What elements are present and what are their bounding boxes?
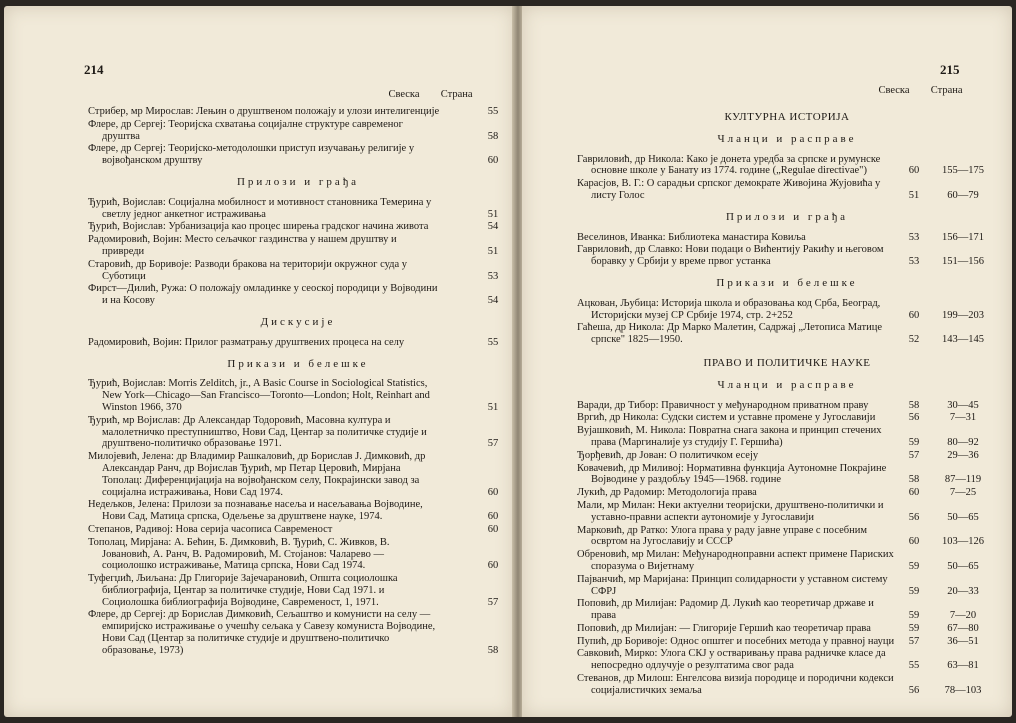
page-number: 214 bbox=[84, 62, 104, 77]
index-entry bbox=[577, 525, 997, 549]
entry-pages: 20—33 bbox=[947, 585, 979, 597]
entry-pages: 156—171 bbox=[942, 231, 984, 243]
entry-volume: 60 bbox=[908, 487, 920, 499]
entry-volume: 51 bbox=[908, 189, 920, 201]
entry-text: Тополац, Мирјана: А. Бећин, Б. Димковић, В. Ђурић, С. Живков, В. Јовановић, А. Ранч, В. Радомировић, М. Стојанов: Чаларево — социолошко истраживање, Матица српска, Нови Сад 1974. bbox=[88, 536, 390, 572]
entry-text: Милојевић, Јелена: др Владимир Рашкаловић, др Борислав Ј. Димковић, др Александар Ранч, др Војислав Ђурић, мр Петар Церовић, Мирјана Тополац: Диференцијација на војвођанском селу, Покрајински завод за социјална истраживања, Нови Сад 1974. bbox=[88, 451, 426, 498]
entry-text: Веселинов, Иванка: Библиотека манастира Ковиља bbox=[577, 231, 806, 243]
index-entry bbox=[88, 415, 508, 450]
entry-volume: 51 bbox=[487, 208, 499, 220]
entry-pages: 50—65 bbox=[947, 511, 979, 523]
entry-volume: 54 bbox=[487, 221, 499, 233]
entry-volume: 60 bbox=[908, 536, 920, 548]
index-entry bbox=[88, 537, 508, 572]
entry-volume: 58 bbox=[487, 644, 499, 656]
entry-volume: 57 bbox=[487, 438, 499, 450]
col-page-header: Страна bbox=[440, 89, 473, 100]
entry-pages: 7—31 bbox=[949, 412, 977, 424]
entry-pages: 29—36 bbox=[947, 449, 979, 461]
entry-text: Марковић, др Ратко: Улога права у раду јавне управе с посебним освртом на Југославију и СССР bbox=[577, 524, 867, 548]
section-heading: Дискусије bbox=[260, 315, 336, 328]
entry-volume: 51 bbox=[487, 245, 499, 257]
entry-pages: 50—65 bbox=[947, 560, 979, 572]
entry-volume: 57 bbox=[908, 449, 920, 461]
section-heading: Чланци и расправе bbox=[717, 132, 857, 145]
entry-text: Поповић, др Милијан: — Глигорије Гершић као теоретичар права bbox=[577, 622, 871, 634]
entry-volume: 59 bbox=[908, 436, 920, 448]
entry-pages: 78—103 bbox=[944, 684, 982, 696]
entry-volume: 58 bbox=[908, 474, 920, 486]
entry-pages: 151—156 bbox=[942, 256, 984, 268]
entry-pages: 7—20 bbox=[949, 610, 977, 622]
index-entry bbox=[88, 524, 508, 536]
index-entry bbox=[577, 244, 997, 268]
index-entry bbox=[577, 623, 997, 635]
entry-volume: 56 bbox=[908, 511, 920, 523]
index-entry bbox=[577, 636, 997, 648]
entry-text: Ацкован, Љубица: Историја школа и образовања код Срба, Београд, Историјски музеј СР Србије 1974, стр. 2+252 bbox=[577, 297, 881, 321]
entry-volume: 59 bbox=[908, 585, 920, 597]
entry-text: Вргић, др Никола: Судски систем и уставне промене у Југославији bbox=[577, 412, 876, 424]
major-section-title: КУЛТУРНА ИСТОРИЈА bbox=[724, 111, 850, 123]
entry-volume: 52 bbox=[908, 334, 920, 346]
entry-volume: 55 bbox=[908, 660, 920, 672]
entry-text: Гавриловић, др Славко: Нови подаци о Вићентију Ракићу и његовом боравку у Србији у време првог устанка bbox=[577, 244, 884, 268]
index-entry bbox=[577, 412, 997, 424]
index-entry bbox=[88, 221, 508, 233]
index-entry bbox=[88, 378, 508, 413]
entry-pages: 199—203 bbox=[942, 309, 984, 321]
entry-volume: 53 bbox=[908, 256, 920, 268]
section-heading: Прилози и грађа bbox=[236, 175, 360, 188]
entry-pages: 7—25 bbox=[949, 487, 977, 499]
index-entry bbox=[577, 298, 997, 322]
index-entry bbox=[577, 598, 997, 622]
entry-volume: 60 bbox=[487, 486, 499, 498]
entry-text: Пајванчић, мр Маријана: Принцип солидарности у уставном систему СФРЈ bbox=[577, 573, 888, 597]
entry-pages: 87—119 bbox=[944, 474, 982, 486]
entry-text: Стеванов, др Милош: Енгелсова визија породице и породични кодекси социјалистичких земаља bbox=[577, 673, 894, 696]
entry-pages: 60—79 bbox=[947, 189, 979, 201]
entry-volume: 59 bbox=[908, 560, 920, 572]
entry-text: Пупић, др Боривоје: Однос општег и посебних метода у правној науци bbox=[577, 635, 895, 647]
entry-text: Флере, др Сергеј: др Борислав Димковић, Сељаштво и комунисти на селу — емпиријско истраживање о учешћу сељака у Савезу комуниста Војводине, Нови Сад (Центар за политичке студије и друштвено-политичко образовање, 1973) bbox=[88, 609, 436, 656]
index-list bbox=[88, 106, 508, 658]
index-entry bbox=[88, 499, 508, 523]
index-entry bbox=[577, 549, 997, 573]
entry-pages: 103—126 bbox=[942, 536, 984, 548]
index-entry bbox=[88, 234, 508, 258]
entry-volume: 59 bbox=[908, 610, 920, 622]
section-heading: Чланци и расправе bbox=[717, 378, 857, 391]
section-heading: Прикази и белешке bbox=[716, 276, 858, 289]
entry-text: Ђурић, Војислав: Morris Zelditch, jr., A Basic Course in Sociological Statistics, New York—Chicago—San Francisco—Toronto—London; Holt, Reinhart and Winston 1966, 370 bbox=[88, 378, 430, 413]
index-entry bbox=[577, 500, 997, 524]
entry-text: Гаћеша, др Никола: Др Марко Малетин, Садржај „Летописа Матице српске" 1825—1950. bbox=[577, 322, 883, 346]
index-list bbox=[577, 100, 997, 698]
entry-volume: 59 bbox=[908, 622, 920, 634]
col-volume-header: Свеска bbox=[388, 89, 420, 100]
entry-volume: 58 bbox=[487, 130, 499, 142]
index-entry bbox=[88, 609, 508, 656]
entry-volume: 54 bbox=[487, 295, 499, 307]
index-entry bbox=[577, 450, 997, 462]
entry-text: Вујашковић, М. Никола: Повратна снага закона и принцип стечених права (Маргиналије уз студију Г. Гершића) bbox=[577, 425, 882, 448]
index-entry bbox=[577, 400, 997, 412]
entry-pages: 36—51 bbox=[947, 635, 979, 647]
index-entry bbox=[88, 573, 508, 608]
entry-text: Радомировић, Војин: Место сељачког газдинства у нашем друштву и привреди bbox=[88, 234, 397, 257]
index-entry bbox=[577, 648, 997, 672]
entry-text: Ђурић, Војислав: Урбанизација као процес ширења градског начина живота bbox=[88, 221, 429, 233]
entry-volume: 60 bbox=[487, 155, 499, 167]
index-entry bbox=[88, 283, 508, 307]
entry-text: Флере, др Сергеј: Теоријска схватања социјалне структуре савременог друштва bbox=[88, 118, 403, 142]
index-entry bbox=[577, 425, 997, 449]
entry-text: Ђорђевић, др Јован: О политичком есеју bbox=[577, 449, 759, 461]
entry-text: Радомировић, Војин: Прилог разматрању друштвених процеса на селу bbox=[88, 336, 405, 348]
entry-text: Ђурић, Војислав: Социјална мобилност и мотивност становника Темерина у светлу једног анкетног истраживања bbox=[88, 196, 432, 220]
right-page bbox=[522, 6, 1012, 717]
entry-volume: 60 bbox=[487, 560, 499, 572]
col-page-header: Страна bbox=[930, 85, 963, 96]
entry-volume: 60 bbox=[487, 523, 499, 535]
index-entry bbox=[577, 487, 997, 499]
entry-text: Туфегџић, Љиљана: Др Глигорије Зајечарановић, Општа социолошка библиографија, Центар за политичке студије, Нови Сад 1971. и Социолошка библиографија Војводине, Савременост, 1, 1971. bbox=[88, 573, 398, 608]
entry-pages: 63—81 bbox=[947, 660, 979, 672]
entry-text: Фирст—Дилић, Ружа: О положају омладинке у сеоској породици у Војводини и на Косову bbox=[88, 283, 438, 307]
entry-text: Недељков, Јелена: Прилози за познавање насеља и насељавања Војводине, Нови Сад, Матица српска, Одељење за друштвене науке, 1974. bbox=[88, 499, 423, 523]
entry-text: Гавриловић, др Никола: Како је донета уредба за српске и румунске основне школе у Банату из 1774. године („Regulae directivae") bbox=[577, 153, 881, 177]
col-volume-header: Свеска bbox=[878, 85, 910, 96]
entry-volume: 60 bbox=[908, 165, 920, 177]
index-entry bbox=[577, 154, 997, 178]
entry-text: Ковачевић, др Миливој: Нормативна функција Аутономне Покрајине Војводине у раздобљу 1945—1968. године bbox=[577, 462, 887, 486]
index-entry bbox=[88, 106, 508, 118]
entry-text: Обреновић, мр Милан: Међународноправни аспект примене Париских споразума о Вијетнаму bbox=[577, 549, 894, 572]
index-entry bbox=[577, 178, 997, 202]
column-headers bbox=[384, 89, 485, 100]
entry-text: Ђурић, мр Војислав: Др Александар Тодоровић, Масовна култура и малолетничко преступништво, Нови Сад, Центар за политичке студије и друштвено-политичко образовање 1971. bbox=[88, 414, 427, 450]
entry-pages: 30—45 bbox=[947, 399, 979, 411]
entry-text: Варади, др Тибор: Правичност у међународном приватном праву bbox=[577, 399, 869, 411]
column-headers bbox=[874, 85, 975, 96]
entry-volume: 56 bbox=[908, 684, 920, 696]
entry-volume: 60 bbox=[487, 511, 499, 523]
index-entry bbox=[88, 197, 508, 221]
entry-text: Степанов, Радивој: Нова серија часописа Савременост bbox=[88, 523, 333, 535]
major-section-title: ПРАВО И ПОЛИТИЧКЕ НАУКЕ bbox=[703, 356, 871, 369]
left-page bbox=[4, 6, 514, 717]
entry-volume: 57 bbox=[487, 596, 499, 608]
entry-text: Лукић, др Радомир: Методологија права bbox=[577, 487, 757, 499]
index-entry bbox=[88, 259, 508, 283]
entry-pages: 67—80 bbox=[947, 622, 979, 634]
entry-volume: 55 bbox=[487, 336, 499, 348]
index-entry bbox=[577, 322, 997, 346]
entry-volume: 60 bbox=[908, 309, 920, 321]
entry-volume: 57 bbox=[908, 635, 920, 647]
entry-pages: 143—145 bbox=[942, 334, 984, 346]
index-entry bbox=[577, 673, 997, 697]
index-entry bbox=[88, 119, 508, 143]
page-number: 215 bbox=[940, 62, 960, 77]
index-entry bbox=[577, 232, 997, 244]
index-entry bbox=[577, 463, 997, 487]
section-heading: Прикази и белешке bbox=[227, 357, 369, 370]
entry-text: Карасјов, В. Г.: О сарадњи српског демократе Живојина Жујовића у листу Голос bbox=[577, 178, 881, 201]
entry-volume: 58 bbox=[908, 399, 920, 411]
entry-volume: 53 bbox=[908, 231, 920, 243]
entry-pages: 155—175 bbox=[942, 165, 984, 177]
entry-volume: 53 bbox=[487, 270, 499, 282]
section-heading: Прилози и грађа bbox=[725, 210, 849, 223]
index-entry bbox=[88, 451, 508, 498]
entry-text: Мали, мр Милан: Неки актуелни теоријски, друштвено-политички и уставно-правни аспекти аутономије у Југославији bbox=[577, 499, 884, 523]
entry-text: Поповић, др Милијан: Радомир Д. Лукић као теоретичар државе и права bbox=[577, 598, 874, 622]
entry-text: Стрибер, мр Мирослав: Лењин о друштвеном положају и улози интелигенције bbox=[88, 106, 440, 117]
entry-volume: 56 bbox=[908, 412, 920, 424]
index-entry bbox=[577, 574, 997, 598]
entry-pages: 80—92 bbox=[947, 436, 979, 448]
entry-text: Старовић, др Боривоје: Разводи бракова на територији окружног суда у Суботици bbox=[88, 258, 408, 282]
entry-volume: 51 bbox=[487, 401, 499, 413]
entry-text: Флере, др Сергеј: Теоријско-методолошки приступ изучавању религије у војвођанском друштву bbox=[88, 143, 415, 167]
entry-text: Савковић, Мирко: Улога СКЈ у остваривању права радничке класе да непосредно одлучује о резултатима свог рада bbox=[577, 648, 886, 672]
index-entry bbox=[88, 143, 508, 167]
entry-volume: 55 bbox=[487, 106, 499, 117]
index-entry bbox=[88, 337, 508, 349]
